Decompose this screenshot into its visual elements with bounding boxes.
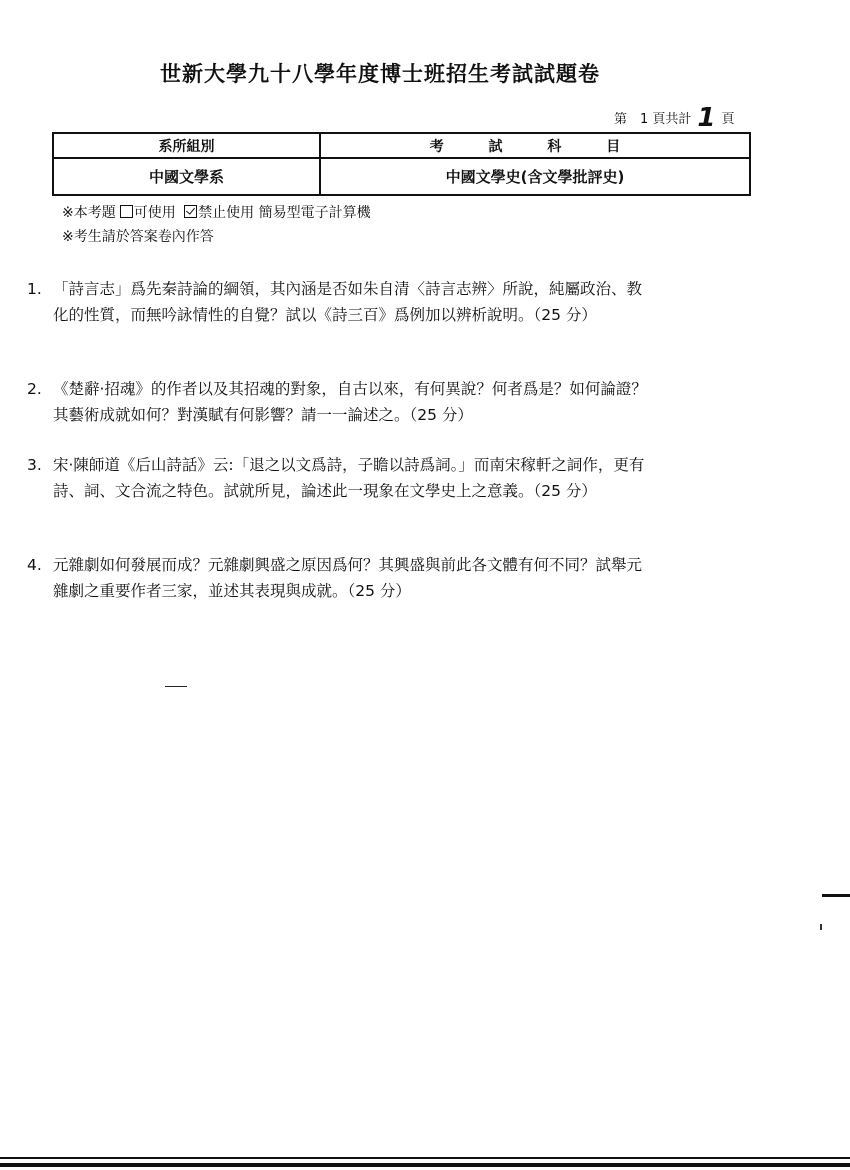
exam-info-table (52, 132, 751, 196)
calc-option-forbidden: 禁止使用 (198, 205, 255, 221)
question-4 (27, 552, 647, 604)
subject-header-cell: 考 試 科 目 (320, 133, 750, 158)
subject-value-cell: 中國文學史(含文學批評史) (320, 158, 750, 195)
exam-notes (62, 201, 371, 249)
question-2 (27, 376, 647, 428)
calc-option-allowed: 可使用 (133, 205, 176, 221)
question-1 (27, 276, 647, 328)
dept-header-cell: 系所組別 (53, 133, 320, 158)
question-number: 2. (27, 380, 42, 398)
bottom-border-line (0, 1163, 850, 1167)
page-total: 1 (697, 103, 716, 133)
checked-checkbox-icon (184, 205, 197, 218)
exam-title: 世新大學九十八學年度博士班招生考試試題卷 (160, 62, 600, 86)
calc-suffix: 簡易型電子計算機 (258, 205, 371, 221)
question-text: 宋‧陳師道《后山詩話》云:「退之以文爲詩，子瞻以詩爲詞。」而南宋稼軒之詞作，更有詩、詞、文合流之特色。試就所見，論述此一現象在文學史上之意義。（25 分） (53, 456, 645, 500)
dept-value-cell: 中國文學系 (53, 158, 320, 195)
question-number: 4. (27, 556, 42, 574)
page-suffix: 頁 (721, 112, 735, 127)
stray-dash-mark (165, 686, 187, 687)
unchecked-checkbox-icon (120, 205, 133, 218)
calculator-note (62, 201, 371, 225)
answer-note: ※考生請於答案卷內作答 (62, 229, 214, 245)
question-text: 「詩言志」爲先秦詩論的綱領，其內涵是否如朱自清〈詩言志辨〉所說，純屬政治、教化的性質，而無吟詠情性的自覺？試以《詩三百》爲例加以辨析說明。（25 分） (53, 280, 643, 324)
page-number (614, 103, 735, 133)
question-text: 元雜劇如何發展而成？元雜劇興盛之原因爲何？其興盛與前此各文體有何不同？試舉元雜劇之重要作者三家，並述其表現與成就。（25 分） (53, 556, 643, 600)
question-text: 《楚辭‧招魂》的作者以及其招魂的對象，自古以來，有何異說？何者爲是？如何論證？其藝術成就如何？對漢賦有何影響？請一一論述之。（25 分） (53, 380, 647, 424)
question-number: 1. (27, 280, 42, 298)
scan-edge-mark (822, 894, 850, 897)
question-number: 3. (27, 456, 42, 474)
bottom-border-line (0, 1157, 850, 1159)
scan-edge-mark (820, 924, 822, 930)
page-prefix: 第 1 頁共計 (614, 112, 692, 127)
calc-prefix: ※本考題 (62, 205, 116, 221)
question-3 (27, 452, 647, 504)
